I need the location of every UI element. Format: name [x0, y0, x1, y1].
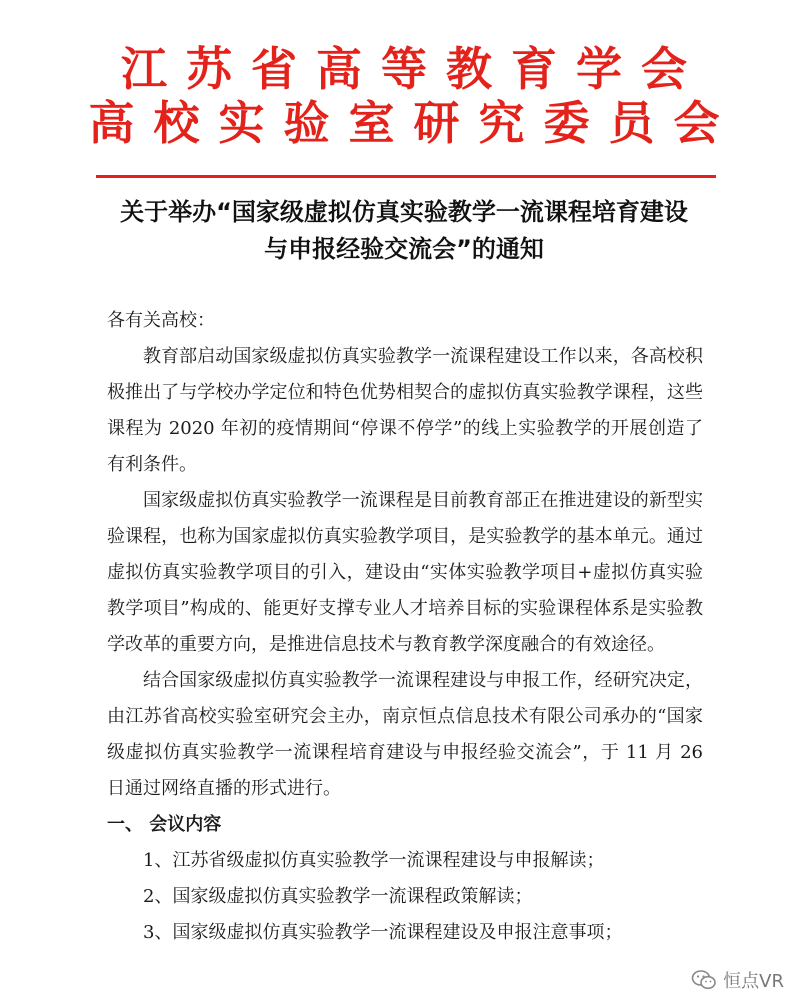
org-name-line1: 江苏省高等教育学会: [121, 42, 706, 96]
body-paragraph-2: 国家级虚拟仿真实验教学一流课程是目前教育部正在推进建设的新型实验课程，也称为国家虚拟仿真实验教学项目，是实验教学的基本单元。通过虚拟仿真实验教学项目的引入，建设由“实体实验教学项目+虚拟仿真实验教学项目”构成的、能更好支撑专业人才培养目标的实验课程体系是实验教学改革的重要方向，是推进信息技术与教育教学深度融合的有效途径。: [107, 490, 703, 655]
document-body: [107, 303, 703, 951]
organization-header: [0, 42, 808, 150]
header-divider: [96, 175, 716, 178]
title-line2: 与申报经验交流会”的通知: [264, 235, 544, 263]
wechat-icon: [691, 969, 717, 991]
list-item: 3、国家级虚拟仿真实验教学一流课程建设及申报注意事项；: [143, 922, 623, 943]
list-item: 2、国家级虚拟仿真实验教学一流课程政策解读；: [143, 886, 533, 907]
watermark: [691, 967, 784, 993]
document-title: [80, 194, 728, 268]
salutation: 各有关高校：: [107, 310, 215, 331]
title-line1: 关于举办“国家级虚拟仿真实验教学一流课程培育建设: [120, 198, 688, 226]
body-paragraph-1: 教育部启动国家级虚拟仿真实验教学一流课程建设工作以来，各高校积极推出了与学校办学定位和特色优势相契合的虚拟仿真实验教学课程，这些课程为 2020 年初的疫情期间“停课不停学”的线上实验教学的开展创造了有利条件。: [107, 346, 703, 475]
list-item: 1、江苏省级虚拟仿真实验教学一流课程建设与申报解读；: [143, 850, 605, 871]
section-heading-meeting-content: 一、 会议内容: [107, 814, 222, 835]
body-paragraph-3: 结合国家级虚拟仿真实验教学一流课程建设与申报工作，经研究决定，由江苏省高校实验室研究会主办，南京恒点信息技术有限公司承办的“国家级虚拟仿真实验教学一流课程培育建设与申报经验交流会”，于 11 月 26 日通过网络直播的形式进行。: [107, 670, 703, 799]
watermark-text: 恒点VR: [723, 971, 784, 992]
org-name-line2: 高校实验室研究委员会: [88, 96, 739, 150]
